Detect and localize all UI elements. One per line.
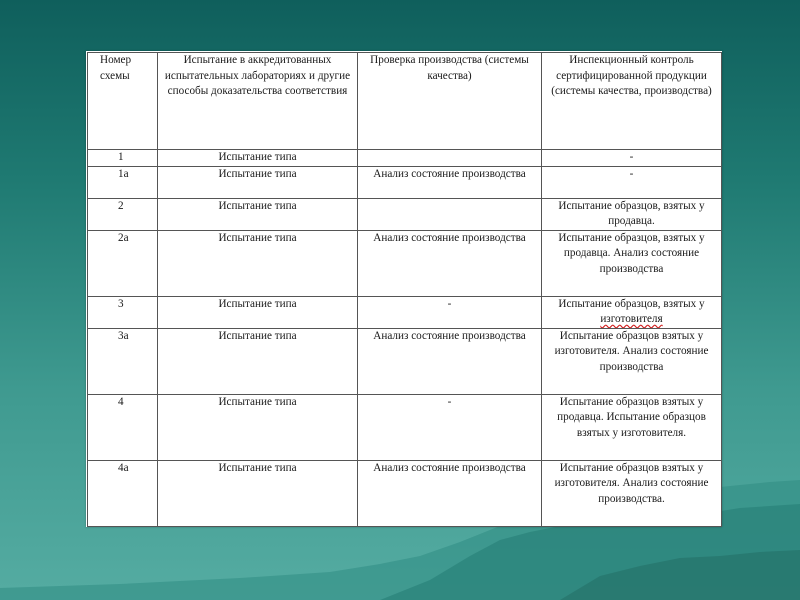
cell-inspection-control: Испытание образцов взятых у изготовителя. Анализ состояние производства <box>542 328 722 394</box>
cell-scheme-number: 3а <box>88 328 158 394</box>
cell-lab-testing: Испытание типа <box>158 166 358 198</box>
cell-scheme-number: 1а <box>88 166 158 198</box>
cell-production-check: - <box>358 394 542 460</box>
table-sheet <box>86 51 722 527</box>
table-row <box>88 460 722 526</box>
cell-lab-testing: Испытание типа <box>158 394 358 460</box>
header-production-check: Проверка производства (системы качества) <box>358 53 542 150</box>
cell-production-check: Анализ состояние производства <box>358 166 542 198</box>
header-lab-testing: Испытание в аккредитованных испытательных лабораториях и другие способы доказательства соответствия <box>158 53 358 150</box>
cell-inspection-control: - <box>542 166 722 198</box>
cell-production-check: - <box>358 296 542 328</box>
cell-scheme-number: 2а <box>88 230 158 296</box>
cell-inspection-control: Испытание образцов, взятых у продавца. Анализ состояние производства <box>542 230 722 296</box>
cell-scheme-number: 2 <box>88 198 158 230</box>
cell-scheme-number: 4 <box>88 394 158 460</box>
header-scheme-number: Номер схемы <box>88 53 158 150</box>
cell-lab-testing: Испытание типа <box>158 328 358 394</box>
table-row <box>88 150 722 167</box>
table-row <box>88 328 722 394</box>
cell-production-check: Анализ состояние производства <box>358 230 542 296</box>
cell-production-check: Анализ состояние производства <box>358 460 542 526</box>
cell-inspection-control <box>542 296 722 328</box>
cell-inspection-control: Испытание образцов взятых у продавца. Испытание образцов взятых у изготовителя. <box>542 394 722 460</box>
table-row <box>88 166 722 198</box>
cell-scheme-number: 4а <box>88 460 158 526</box>
table-row <box>88 230 722 296</box>
certification-schemes-table <box>87 52 722 527</box>
cell-production-check <box>358 150 542 167</box>
table-row <box>88 394 722 460</box>
header-inspection-control: Инспекционный контроль сертифицированной продукции (системы качества, производства) <box>542 53 722 150</box>
cell-inspection-text: Испытание образцов, взятых у <box>558 297 705 310</box>
cell-scheme-number: 3 <box>88 296 158 328</box>
cell-scheme-number: 1 <box>88 150 158 167</box>
cell-inspection-control: - <box>542 150 722 167</box>
cell-inspection-control: Испытание образцов, взятых у продавца. <box>542 198 722 230</box>
cell-lab-testing: Испытание типа <box>158 460 358 526</box>
cell-production-check <box>358 198 542 230</box>
cell-production-check: Анализ состояние производства <box>358 328 542 394</box>
table-row <box>88 296 722 328</box>
cell-lab-testing: Испытание типа <box>158 198 358 230</box>
table-row <box>88 198 722 230</box>
cell-inspection-control: Испытание образцов взятых у изготовителя. Анализ состояние производства. <box>542 460 722 526</box>
cell-lab-testing: Испытание типа <box>158 296 358 328</box>
table-header-row <box>88 53 722 150</box>
cell-lab-testing: Испытание типа <box>158 230 358 296</box>
cell-lab-testing: Испытание типа <box>158 150 358 167</box>
misspelled-word: изготовителя <box>600 313 663 325</box>
